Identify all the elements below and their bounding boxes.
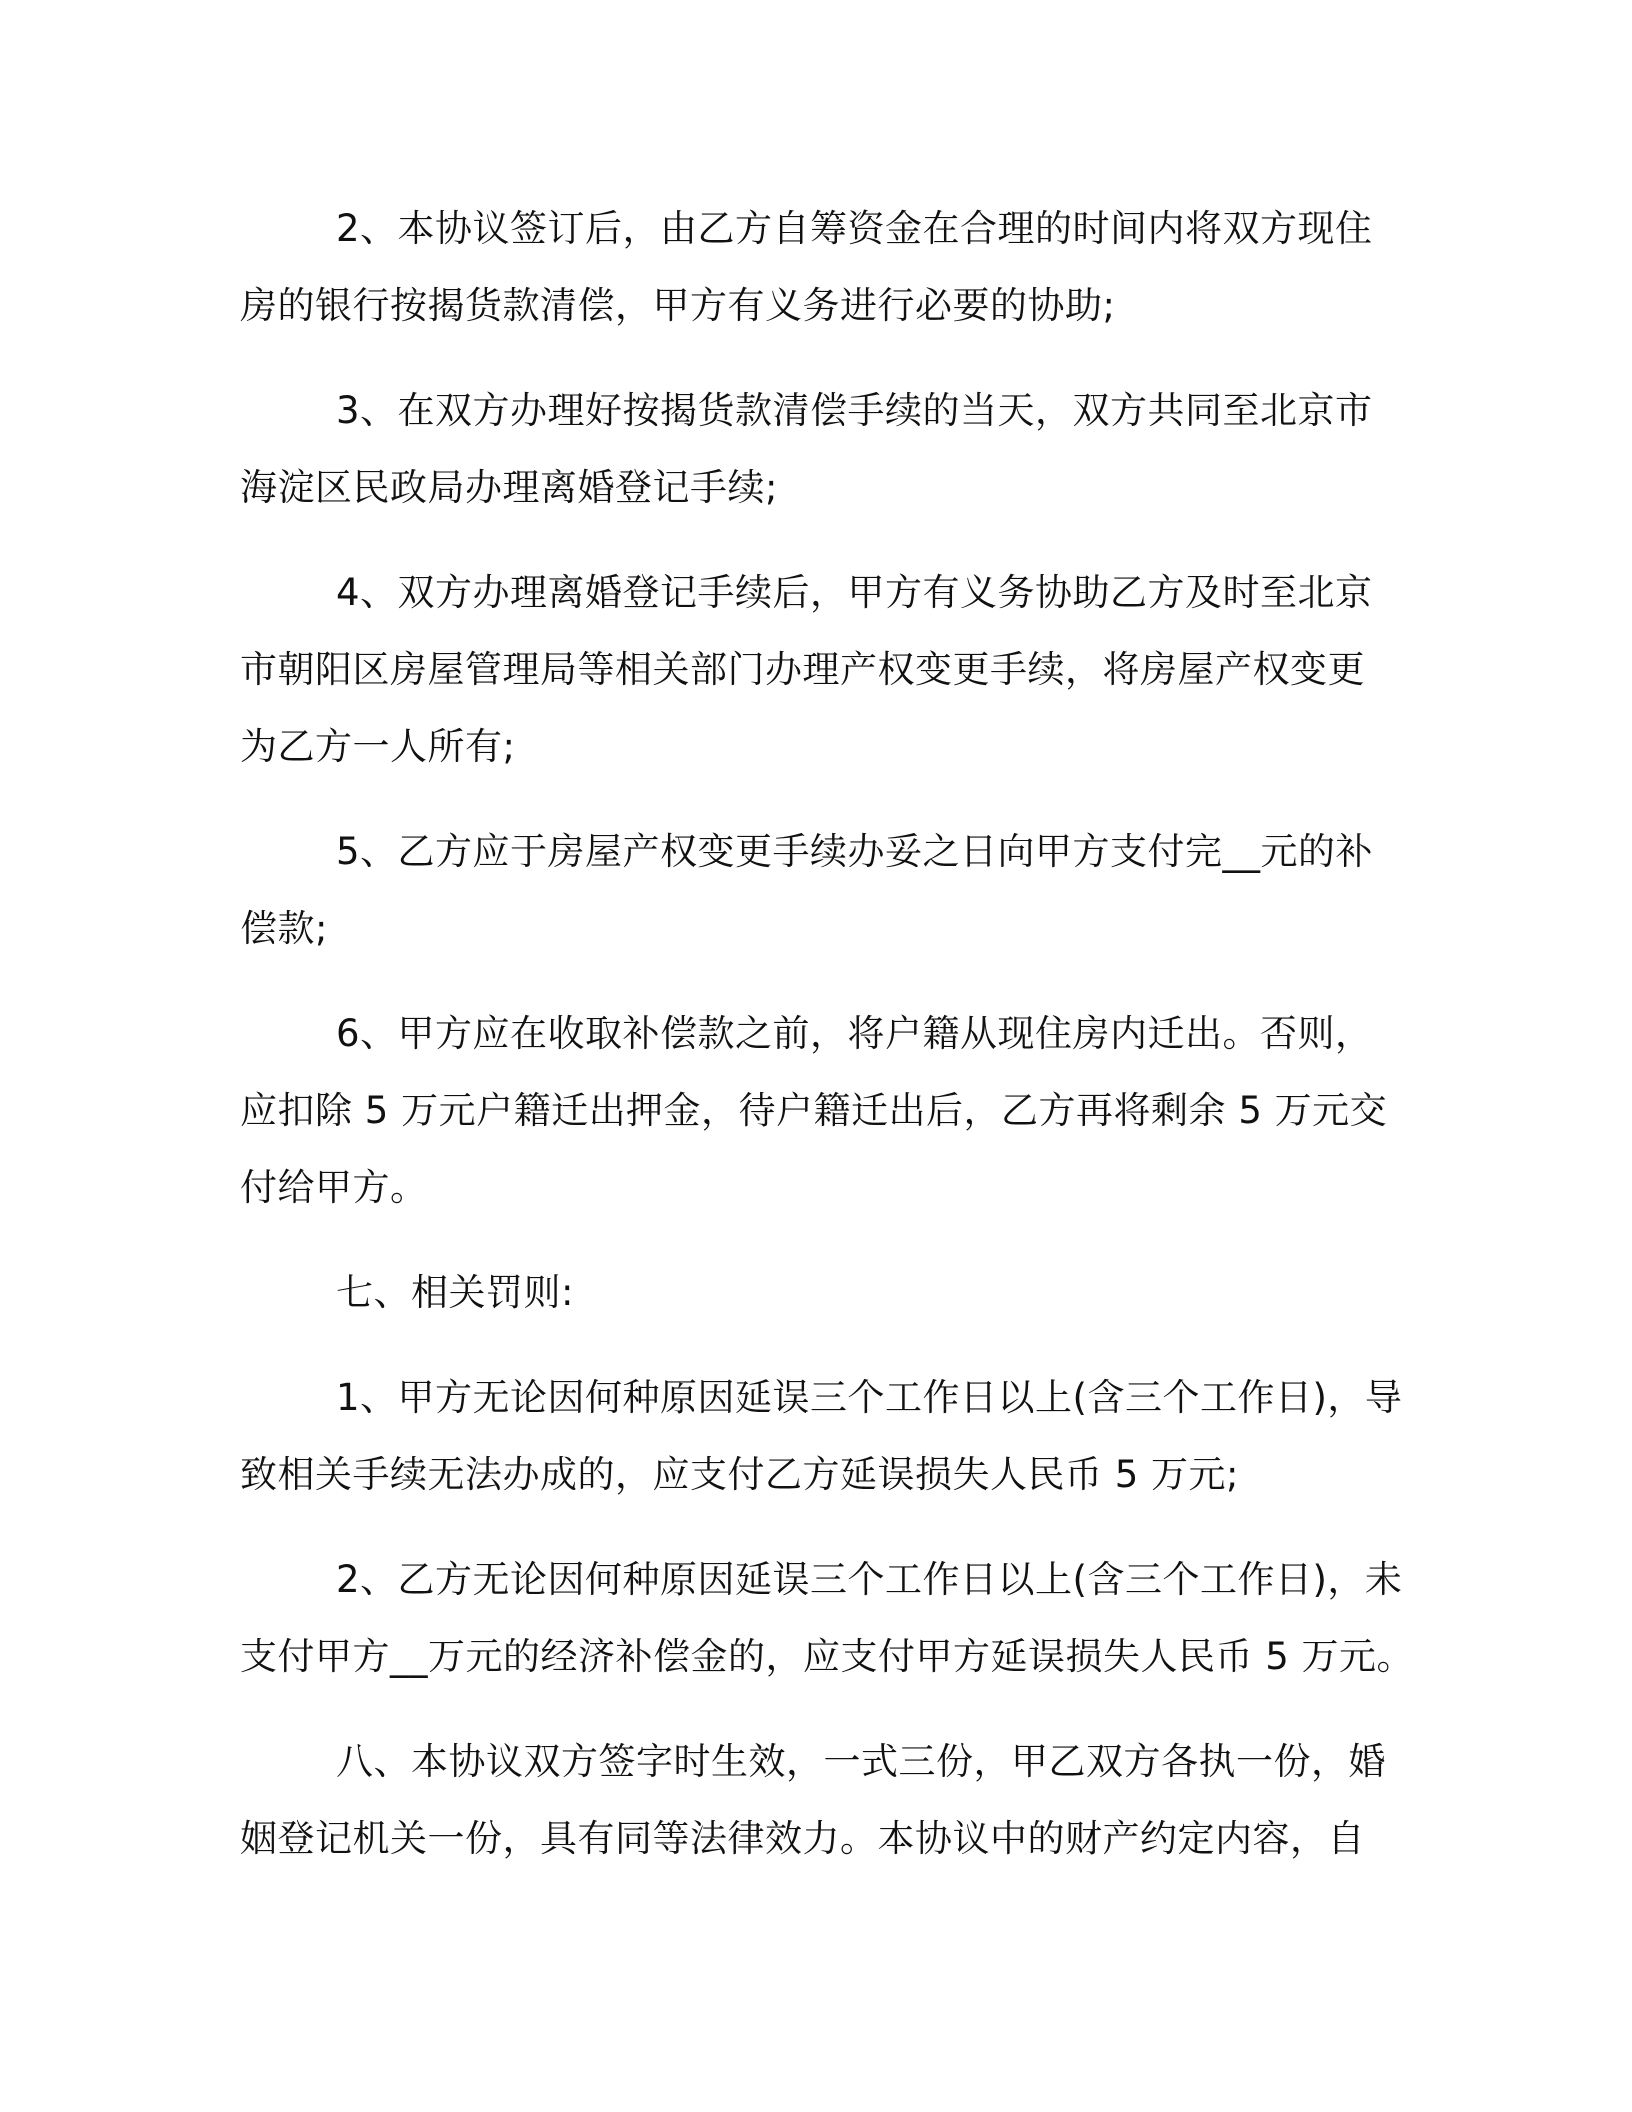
paragraph-line: 应扣除 5 万元户籍迁出押金，待户籍迁出后，乙方再将剩余 5 万元交 bbox=[240, 1089, 1388, 1132]
section-heading-penalties bbox=[240, 1254, 1390, 1331]
paragraph-line: 为乙方一人所有; bbox=[240, 725, 516, 768]
paragraph-4 bbox=[240, 554, 1390, 785]
paragraph-line: 海淀区民政局办理离婚登记手续; bbox=[240, 466, 778, 509]
paragraph-line: 3、在双方办理好按揭货款清偿手续的当天，双方共同至北京市 bbox=[336, 389, 1373, 432]
paragraph-line: 致相关手续无法办成的，应支付乙方延误损失人民币 5 万元; bbox=[240, 1453, 1240, 1496]
paragraph-line: 支付甲方__万元的经济补偿金的，应支付甲方延误损失人民币 5 万元。 bbox=[240, 1635, 1415, 1678]
paragraph-line: 2、本协议签订后，由乙方自筹资金在合理的时间内将双方现住 bbox=[336, 207, 1373, 250]
paragraph-line: 姻登记机关一份，具有同等法律效力。本协议中的财产约定内容，自 bbox=[240, 1817, 1365, 1860]
section-eight bbox=[240, 1723, 1390, 1877]
paragraph-5 bbox=[240, 813, 1390, 967]
paragraph-line: 6、甲方应在收取补偿款之前，将户籍从现住房内迁出。否则， bbox=[336, 1012, 1373, 1055]
paragraph-2 bbox=[240, 190, 1390, 344]
document-body bbox=[240, 190, 1415, 1905]
paragraph-6 bbox=[240, 995, 1390, 1226]
paragraph-line: 5、乙方应于房屋产权变更手续办妥之日向甲方支付完__元的补 bbox=[336, 830, 1374, 873]
penalty-2 bbox=[240, 1541, 1415, 1695]
paragraph-line: 八、本协议双方签字时生效，一式三份，甲乙双方各执一份，婚 bbox=[336, 1740, 1386, 1783]
paragraph-line: 4、双方办理离婚登记手续后，甲方有义务协助乙方及时至北京 bbox=[336, 571, 1373, 614]
paragraph-line: 1、甲方无论因何种原因延误三个工作日以上(含三个工作日)，导 bbox=[336, 1376, 1403, 1419]
paragraph-line: 偿款; bbox=[240, 907, 328, 950]
paragraph-line: 房的银行按揭货款清偿，甲方有义务进行必要的协助; bbox=[240, 284, 1116, 327]
section-heading: 七、相关罚则: bbox=[336, 1271, 574, 1314]
paragraph-line: 付给甲方。 bbox=[240, 1166, 428, 1209]
paragraph-line: 市朝阳区房屋管理局等相关部门办理产权变更手续，将房屋产权变更 bbox=[240, 648, 1365, 691]
penalty-1 bbox=[240, 1359, 1403, 1513]
paragraph-3 bbox=[240, 372, 1390, 526]
paragraph-line: 2、乙方无论因何种原因延误三个工作日以上(含三个工作日)，未 bbox=[336, 1558, 1403, 1601]
